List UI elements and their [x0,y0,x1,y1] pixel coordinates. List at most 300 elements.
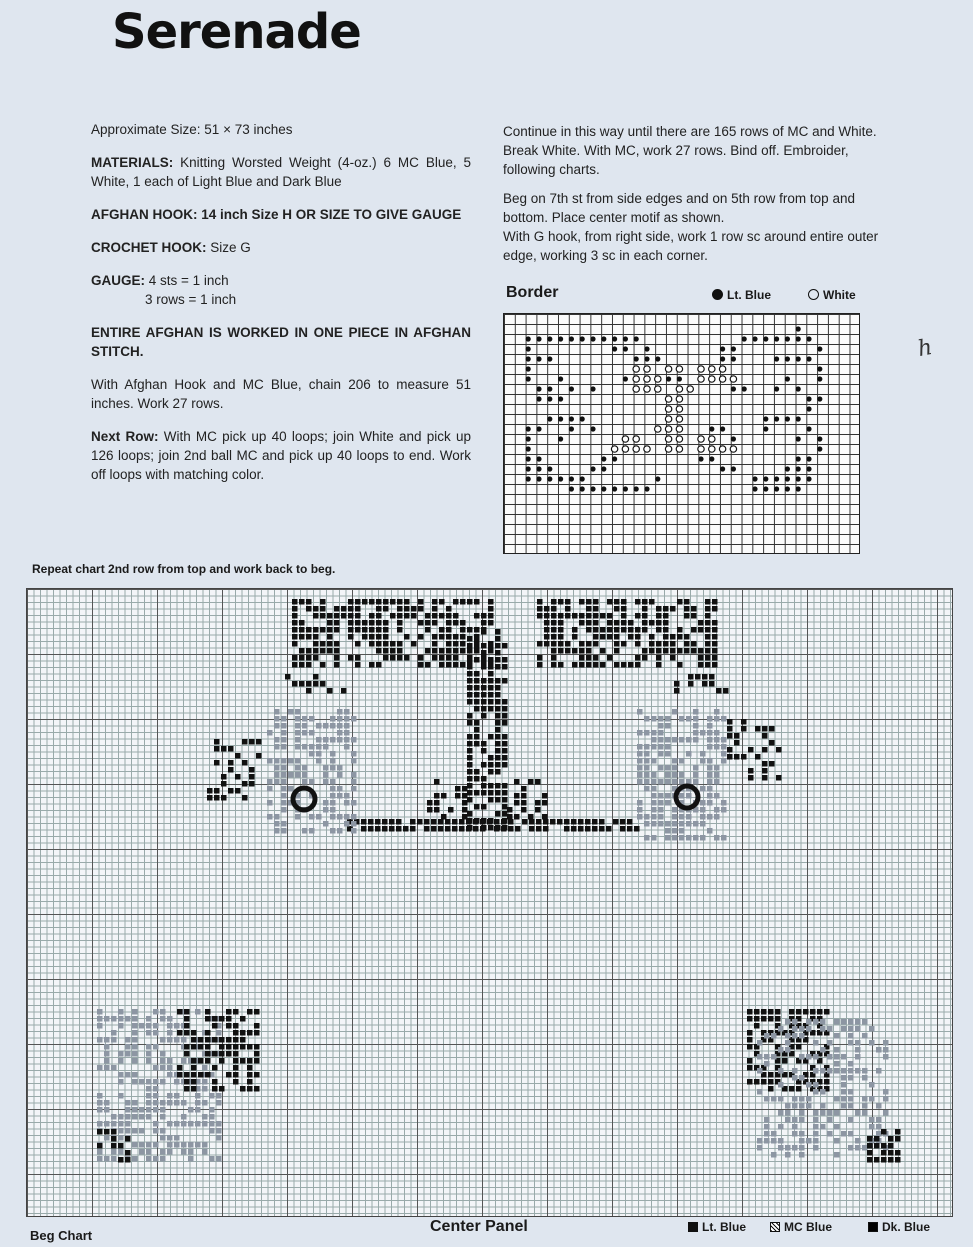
chart-stitch [565,648,571,654]
chart-stitch [827,1026,833,1032]
chart-stitch [665,751,671,757]
chart-stitch [621,599,627,605]
chart-stitch [651,793,657,799]
chart-stitch [104,1156,110,1162]
chart-stitch [642,627,648,633]
crochet-text: Size G [206,240,251,255]
chart-stitch [528,779,534,785]
chart-stitch [637,758,643,764]
chart-stitch [249,739,255,745]
chart-stitch [125,1107,131,1113]
chart-stitch [330,807,336,813]
border-stitch [676,426,682,432]
chart-stitch [132,1023,138,1029]
chart-stitch [768,1016,774,1022]
chart-stitch [214,760,220,766]
chart-stitch [672,779,678,785]
chart-stitch [799,1138,805,1144]
chart-stitch [684,599,690,605]
chart-stitch [586,606,592,612]
chart-stitch [240,1086,246,1092]
chart-stitch [330,751,336,757]
chart-stitch [306,634,312,640]
chart-stitch [544,613,550,619]
chart-stitch [212,1086,218,1092]
chart-stitch [191,1037,197,1043]
chart-stitch [118,1128,124,1134]
border-stitch [763,336,768,341]
chart-stitch [474,599,480,605]
legend-bottom-mc-blue-label: MC Blue [784,1220,832,1234]
chart-stitch [747,1065,753,1071]
chart-stitch [586,648,592,654]
chart-stitch [665,828,671,834]
chart-stitch [167,1016,173,1022]
chart-stitch [684,634,690,640]
chart-stitch [705,613,711,619]
chart-stitch [188,1156,194,1162]
legend-bottom-dk-blue [868,1220,930,1234]
chart-stitch [306,662,312,668]
chart-stitch [481,762,487,768]
chart-stitch [607,613,613,619]
chart-stitch [488,678,494,684]
chart-stitch [712,599,718,605]
chart-stitch [281,772,287,778]
chart-stitch [153,1128,159,1134]
border-stitch [634,486,639,491]
chart-stitch [212,1065,218,1071]
chart-stitch [467,671,473,677]
chart-stitch [792,1019,798,1025]
chart-stitch [714,772,720,778]
chart-stitch [727,747,733,753]
chart-stitch [834,1054,840,1060]
border-stitch [536,336,541,341]
chart-stitch [813,1040,819,1046]
chart-stitch [514,814,520,820]
chart-stitch [313,655,319,661]
next-row-label: Next Row: [91,429,159,444]
chart-stitch [460,627,466,633]
chart-stitch [558,662,564,668]
chart-stitch [714,814,720,820]
chart-stitch [132,1009,138,1015]
chart-stitch [888,1150,894,1156]
border-stitch [526,376,531,381]
chart-stitch [691,606,697,612]
chart-stitch [292,662,298,668]
chart-stitch [637,800,643,806]
chart-stitch [834,1138,840,1144]
chart-stitch [233,1079,239,1085]
chart-stitch [320,606,326,612]
chart-stitch [607,655,613,661]
chart-stitch [453,599,459,605]
border-stitch [536,426,541,431]
chart-stitch [502,734,508,740]
chart-stitch [195,1093,201,1099]
chart-stitch [862,1075,868,1081]
chart-stitch [153,1023,159,1029]
chart-stitch [672,828,678,834]
chart-stitch [439,634,445,640]
chart-stitch [785,1033,791,1039]
chart-stitch [139,1079,145,1085]
chart-stitch [313,606,319,612]
chart-stitch [240,1058,246,1064]
chart-stitch [219,1086,225,1092]
chart-stitch [167,1058,173,1064]
chart-stitch [198,1037,204,1043]
chart-stitch [348,599,354,605]
chart-stitch [242,795,248,801]
chart-stitch [495,643,501,649]
chart-stitch [320,662,326,668]
border-stitch [611,446,617,452]
chart-stitch [351,716,357,722]
chart-stitch [593,627,599,633]
chart-stitch [876,1068,882,1074]
chart-stitch [855,1047,861,1053]
chart-stitch [769,740,775,746]
chart-stitch [792,1075,798,1081]
chart-stitch [376,662,382,668]
chart-stitch [216,1135,222,1141]
chart-stitch [869,1026,875,1032]
chart-stitch [474,671,480,677]
chart-stitch [488,648,494,654]
chart-stitch [855,1040,861,1046]
chart-stitch [418,655,424,661]
chart-stitch [139,1142,145,1148]
chart-stitch [862,1096,868,1102]
chart-stitch [565,613,571,619]
chart-stitch [502,643,508,649]
chart-stitch [621,627,627,633]
chart-stitch [299,655,305,661]
chart-stitch [432,634,438,640]
chart-stitch [876,1103,882,1109]
border-stitch [709,456,714,461]
border-stitch [785,336,790,341]
chart-stitch [528,814,534,820]
chart-stitch [313,634,319,640]
chart-stitch [637,751,643,757]
chart-stitch [167,1100,173,1106]
chart-stitch [369,634,375,640]
chart-stitch [542,793,548,799]
chart-stitch [700,751,706,757]
chart-stitch [132,1051,138,1057]
border-stitch [655,476,660,481]
border-stitch [796,466,801,471]
chart-stitch [841,1096,847,1102]
chart-stitch [658,821,664,827]
border-stitch [665,436,671,442]
border-stitch [665,426,671,432]
chart-stitch [209,1107,215,1113]
border-stitch [752,476,757,481]
chart-stitch [267,800,273,806]
chart-stitch [614,648,620,654]
chart-stitch [481,643,487,649]
chart-stitch [755,726,761,732]
chart-stitch [467,678,473,684]
chart-stitch [796,1009,802,1015]
chart-stitch [481,650,487,656]
chart-stitch [337,793,343,799]
chart-stitch [761,1009,767,1015]
chart-stitch [665,772,671,778]
chart-stitch [118,1079,124,1085]
chart-stitch [153,1142,159,1148]
chart-stitch [376,641,382,647]
chart-stitch [323,744,329,750]
chart-stitch [460,662,466,668]
border-stitch [601,486,606,491]
chart-stitch [160,1051,166,1057]
chart-stitch [348,613,354,619]
crochet-label: CROCHET HOOK: [91,240,207,255]
chart-stitch [848,1075,854,1081]
chart-stitch [233,1037,239,1043]
chart-stitch [883,1089,889,1095]
chart-stitch [705,662,711,668]
chart-stitch [827,1117,833,1123]
chart-stitch [757,1054,763,1060]
chart-stitch [383,641,389,647]
chart-stitch [467,713,473,719]
border-stitch [526,426,531,431]
border-stitch [526,456,531,461]
chart-stitch [867,1157,873,1163]
chart-stitch [806,1138,812,1144]
center-panel-label: Center Panel [430,1218,528,1235]
chart-stitch [247,1009,253,1015]
chart-stitch [579,613,585,619]
chart-stitch [572,627,578,633]
chart-stitch [306,606,312,612]
chart-stitch [337,786,343,792]
border-stitch [785,416,790,421]
chart-stitch [292,681,298,687]
border-stitch [774,356,779,361]
chart-stitch [467,734,473,740]
chart-stitch [167,1135,173,1141]
chart-stitch [600,627,606,633]
chart-stitch [459,826,465,832]
chart-stitch [651,835,657,841]
chart-stitch [855,1068,861,1074]
border-stitch [644,356,649,361]
chart-stitch [202,1079,208,1085]
chart-stitch [118,1016,124,1022]
chart-stitch [474,627,480,633]
chart-stitch [688,674,694,680]
chart-stitch [686,821,692,827]
chart-stitch [195,1142,201,1148]
chart-stitch [174,1093,180,1099]
chart-stitch [330,765,336,771]
chart-stitch [620,819,626,825]
chart-stitch [160,1156,166,1162]
border-chart [503,313,860,554]
chart-stitch [600,613,606,619]
page-title: Serenade [112,4,361,60]
chart-stitch [757,1138,763,1144]
chart-stitch [862,1068,868,1074]
chart-stitch [404,655,410,661]
chart-stitch [383,648,389,654]
chart-stitch [439,613,445,619]
chart-stitch [543,826,549,832]
chart-stitch [501,819,507,825]
chart-stitch [228,760,234,766]
border-stitch [580,476,585,481]
chart-stitch [642,620,648,626]
chart-stitch [481,783,487,789]
chart-stitch [656,662,662,668]
border-stitch [558,416,563,421]
chart-stitch [313,613,319,619]
chart-stitch [295,772,301,778]
chart-stitch [205,1044,211,1050]
materials [91,153,471,191]
chart-stitch [565,641,571,647]
chart-stitch [644,765,650,771]
chart-stitch [446,634,452,640]
chart-stitch [551,655,557,661]
chart-stitch [198,1072,204,1078]
chart-stitch [160,1079,166,1085]
chart-stitch [132,1016,138,1022]
chart-stitch [453,648,459,654]
border-stitch [590,426,595,431]
chart-stitch [274,814,280,820]
chart-stitch [309,751,315,757]
chart-stitch [177,1009,183,1015]
border-stitch [547,476,552,481]
border-stitch [806,396,811,401]
chart-stitch [712,620,718,626]
chart-stitch [841,1082,847,1088]
border-stitch [623,336,628,341]
chart-stitch [441,814,447,820]
chart-stitch [628,662,634,668]
chart-stitch [637,744,643,750]
next-row [91,427,471,484]
chart-stitch [188,1121,194,1127]
chart-stitch [281,807,287,813]
chart-stitch [125,1114,131,1120]
chart-stitch [649,648,655,654]
chart-stitch [709,681,715,687]
chart-stitch [558,634,564,640]
chart-stitch [247,1086,253,1092]
chart-stitch [267,730,273,736]
chart-stitch [221,781,227,787]
chart-stitch [642,599,648,605]
chart-stitch [467,769,473,775]
chart-stitch [707,723,713,729]
chart-stitch [834,1033,840,1039]
chart-stitch [330,779,336,785]
chart-stitch [219,1016,225,1022]
border-stitch [558,336,563,341]
chart-stitch [813,1138,819,1144]
chart-stitch [684,641,690,647]
chart-stitch [507,807,513,813]
chart-stitch [299,620,305,626]
chart-stitch [97,1107,103,1113]
chart-stitch [214,746,220,752]
chart-stitch [799,1110,805,1116]
chart-stitch [205,1016,211,1022]
chart-stitch [177,1065,183,1071]
chart-stitch [656,648,662,654]
chart-stitch [841,1026,847,1032]
chart-stitch [474,613,480,619]
chart-stitch [295,744,301,750]
chart-stitch [599,826,605,832]
chart-stitch [747,1009,753,1015]
chart-stitch [439,599,445,605]
chart-stitch [651,730,657,736]
chart-stitch [146,1016,152,1022]
chart-stitch [698,655,704,661]
chart-stitch [799,1096,805,1102]
chart-stitch [132,1044,138,1050]
chart-stitch [747,1016,753,1022]
chart-stitch [502,706,508,712]
chart-stitch [883,1054,889,1060]
chart-stitch [254,1044,260,1050]
chart-stitch [404,606,410,612]
chart-stitch [508,819,514,825]
chart-stitch [334,627,340,633]
chart-stitch [97,1065,103,1071]
chart-stitch [111,1149,117,1155]
chart-stitch [592,826,598,832]
chart-stitch [515,826,521,832]
chart-stitch [191,1044,197,1050]
chart-stitch [813,1131,819,1137]
chart-stitch [874,1157,880,1163]
chart-stitch [799,1103,805,1109]
chart-stitch [188,1107,194,1113]
chart-stitch [764,1131,770,1137]
chart-stitch [235,753,241,759]
chart-stitch [614,599,620,605]
hollow-dot-icon [808,289,819,300]
chart-stitch [495,664,501,670]
chart-stitch [848,1061,854,1067]
chart-stitch [434,807,440,813]
chart-stitch [216,1093,222,1099]
chart-stitch [313,641,319,647]
chart-stitch [663,634,669,640]
chart-stitch [432,606,438,612]
chart-stitch [432,599,438,605]
chart-stitch [665,779,671,785]
chart-stitch [481,741,487,747]
chart-stitch [195,1100,201,1106]
chart-stitch [637,807,643,813]
border-stitch [633,366,639,372]
border-stitch [676,366,682,372]
chart-stitch [306,599,312,605]
